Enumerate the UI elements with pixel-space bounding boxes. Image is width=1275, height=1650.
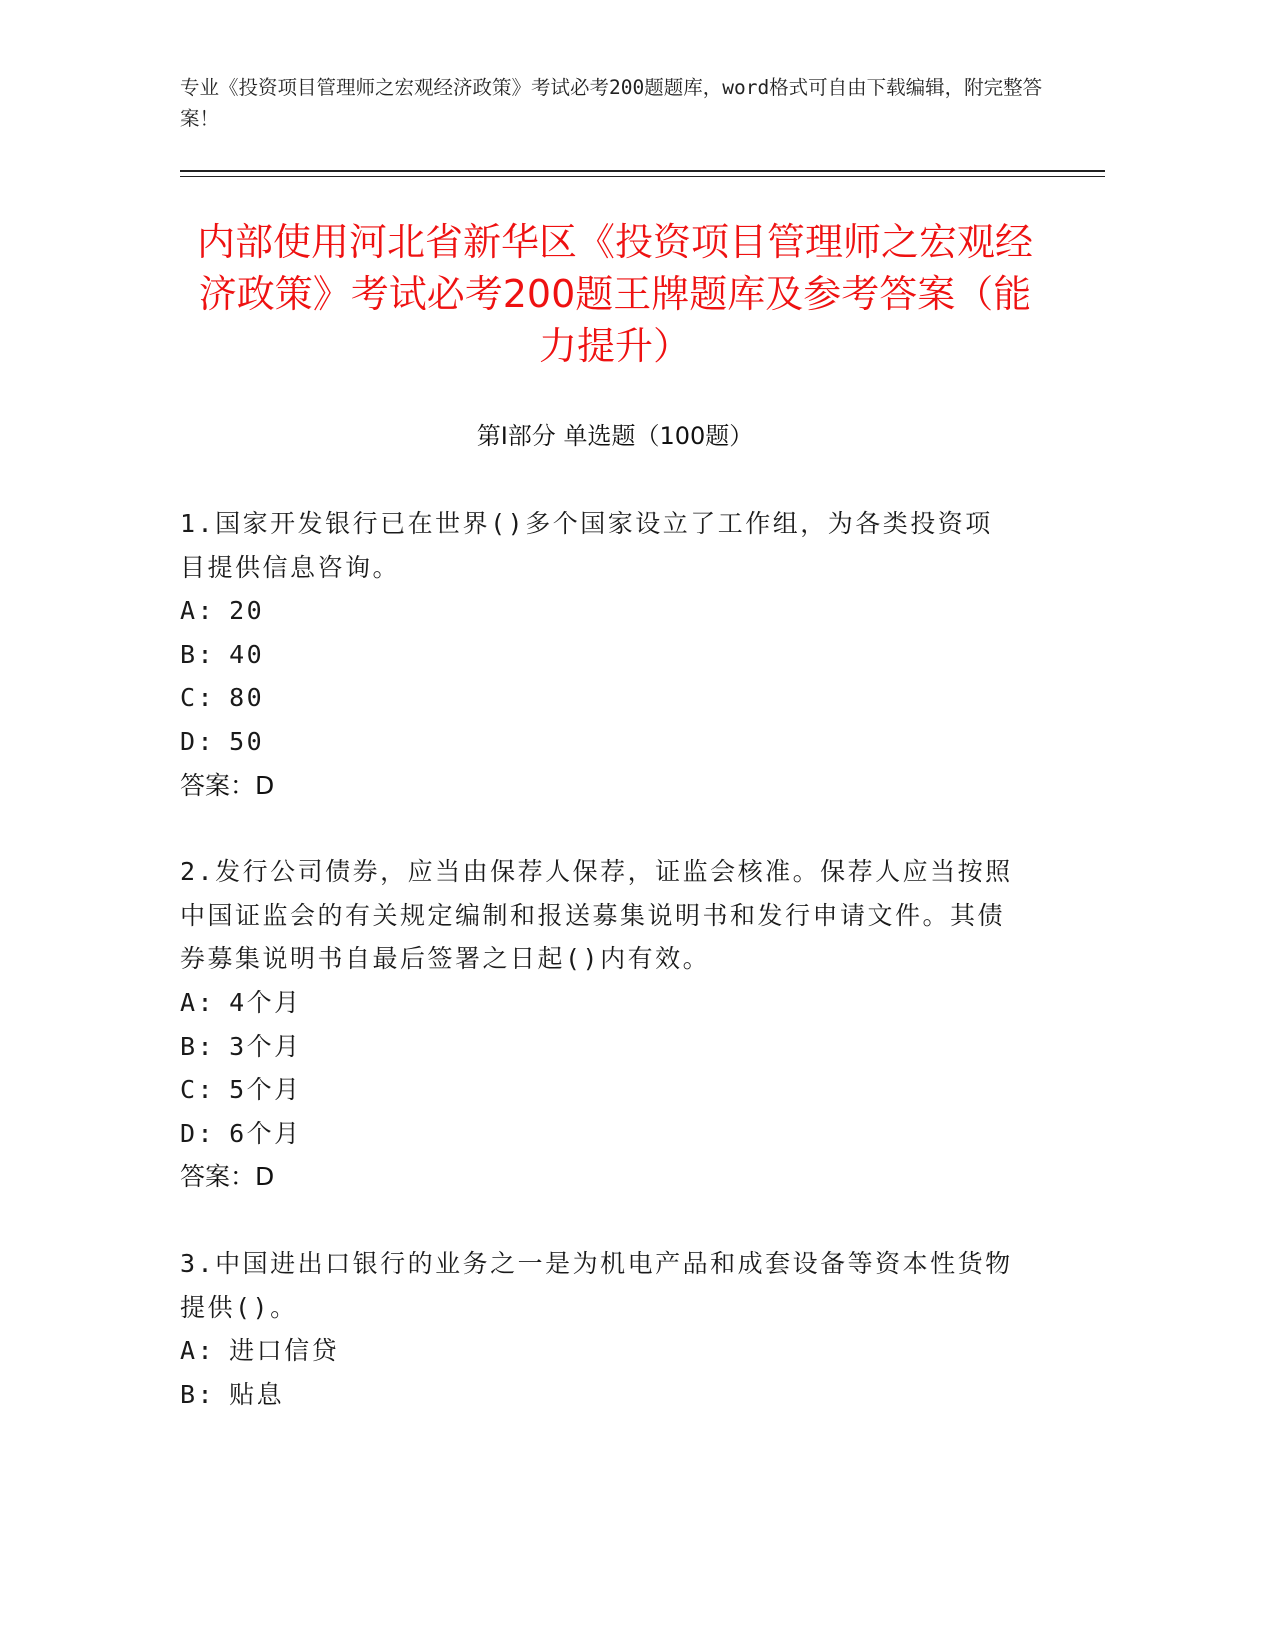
option-text: 6个月 bbox=[229, 1118, 302, 1148]
option-letter: B: bbox=[180, 1031, 216, 1061]
option-text: 40 bbox=[229, 639, 265, 669]
option-text: 5个月 bbox=[229, 1075, 302, 1105]
question-stem: 3.中国进出口银行的业务之一是为机电产品和成套设备等资本性货物提供()。 bbox=[180, 1248, 1013, 1322]
question-stem: 1.国家开发银行已在世界()多个国家设立了工作组，为各类投资项目提供信息咨询。 bbox=[180, 509, 993, 582]
option-letter: C: bbox=[180, 1075, 216, 1105]
question-stem: 2.发行公司债券，应当由保荐人保荐，证监会核准。保荐人应当按照中国证监会的有关规定编制和报送募集说明书和发行申请文件。其债券募集说明书自最后签署之日起()内有效。 bbox=[180, 857, 1013, 974]
question-3 bbox=[180, 1242, 1020, 1416]
question-list bbox=[180, 502, 1020, 1459]
question-2 bbox=[180, 850, 1020, 1199]
option-letter: D: bbox=[180, 726, 216, 756]
option-text: 3个月 bbox=[229, 1031, 302, 1061]
option-d bbox=[180, 720, 1020, 764]
answer-line: 答案：D bbox=[180, 770, 275, 800]
option-text: 50 bbox=[229, 726, 265, 756]
option-b bbox=[180, 633, 1020, 677]
header-divider-thin bbox=[180, 176, 1105, 177]
option-letter: A: bbox=[180, 1336, 216, 1366]
section-title: 第Ⅰ部分 单选题（100题） bbox=[476, 422, 754, 450]
option-text: 20 bbox=[229, 596, 265, 626]
option-c bbox=[180, 1068, 1020, 1112]
option-letter: A: bbox=[180, 596, 216, 626]
option-letter: B: bbox=[180, 1379, 216, 1409]
option-text: 4个月 bbox=[229, 987, 302, 1017]
option-a bbox=[180, 1329, 1020, 1373]
option-c bbox=[180, 676, 1020, 720]
option-a bbox=[180, 589, 1020, 633]
option-letter: A: bbox=[180, 987, 216, 1017]
question-1 bbox=[180, 502, 1020, 807]
answer-line: 答案：D bbox=[180, 1162, 275, 1192]
option-text: 80 bbox=[229, 683, 265, 713]
option-letter: C: bbox=[180, 683, 216, 713]
option-b bbox=[180, 1025, 1020, 1069]
option-letter: B: bbox=[180, 639, 216, 669]
document-title: 内部使用河北省新华区《投资项目管理师之宏观经济政策》考试必考200题王牌题库及参考答案（能力提升） bbox=[196, 220, 1033, 368]
option-d bbox=[180, 1112, 1020, 1156]
option-a bbox=[180, 981, 1020, 1025]
option-text: 进口信贷 bbox=[229, 1336, 340, 1366]
option-letter: D: bbox=[180, 1118, 216, 1148]
header-note: 专业《投资项目管理师之宏观经济政策》考试必考200题题库，word格式可自由下载编辑，附完整答案！ bbox=[180, 76, 1043, 130]
header-divider-thick bbox=[180, 170, 1105, 172]
option-b bbox=[180, 1373, 1020, 1417]
option-text: 贴息 bbox=[229, 1379, 285, 1409]
